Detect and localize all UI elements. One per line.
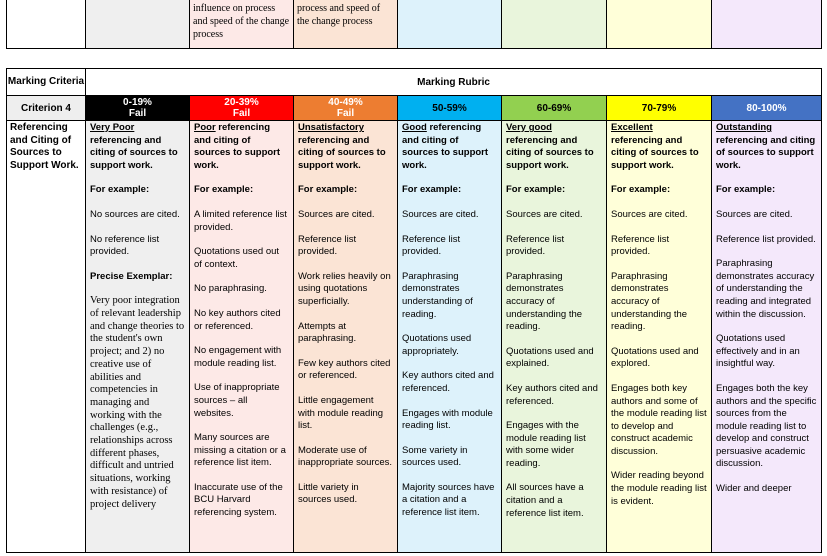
grade-band-range: 80-100% <box>746 102 787 114</box>
descriptor-item: Few key authors cited or referenced. <box>298 357 391 382</box>
for-example-label: For example: <box>506 184 566 196</box>
grade-band-range: 20-39% <box>224 97 259 108</box>
descriptor-item: Quotations used and explained. <box>506 345 594 370</box>
rubric-descriptor-cell <box>712 121 822 553</box>
rubric-descriptor-cell <box>190 121 294 553</box>
grade-band-fail-label: Fail <box>128 108 147 119</box>
descriptor-item: Use of inappropriate sources – all websites. <box>194 382 280 419</box>
descriptor-item: No engagement with module reading list. <box>194 345 282 369</box>
for-example-label: For example: <box>402 184 462 196</box>
grade-band-range: 60-69% <box>536 102 572 114</box>
marking-rubric-header: Marking Rubric <box>86 69 822 96</box>
descriptor-item: A limited reference list provided. <box>194 208 287 233</box>
grade-band-header <box>190 96 294 121</box>
marking-criteria-header: Marking Criteria <box>7 69 86 96</box>
descriptor-item: Reference list provided. <box>716 233 816 245</box>
heading-rest: referencing and citing of sources to support work. <box>194 122 281 171</box>
descriptor-item: No reference list provided. <box>90 233 160 258</box>
heading-rest: referencing and citing of sources to support work. <box>506 134 594 171</box>
descriptor-item: Majority sources have a citation and a reference list item. <box>402 481 495 519</box>
descriptor-heading <box>716 122 817 172</box>
descriptor-heading <box>402 122 497 172</box>
descriptor-item: Little engagement with module reading list. <box>298 394 384 432</box>
descriptor-item: Inaccurate use of the BCU Harvard referencing system. <box>194 481 283 519</box>
descriptor-item: No sources are cited. <box>90 208 180 220</box>
descriptor-item: Reference list provided. <box>402 233 461 258</box>
criterion-label: Criterion 4 <box>7 96 86 121</box>
grade-word: Excellent <box>611 122 653 133</box>
for-example-label: For example: <box>90 184 150 196</box>
descriptor-heading <box>194 122 289 172</box>
grade-band-header <box>294 96 398 121</box>
exemplar-title: Precise Exemplar: <box>90 270 173 282</box>
descriptor-item: Sources are cited. <box>716 208 793 220</box>
grade-band-header <box>607 96 712 121</box>
for-example-label: For example: <box>298 184 358 196</box>
grade-band-header <box>502 96 607 121</box>
grade-band-header <box>86 96 190 121</box>
descriptor-item: Many sources are missing a citation or a reference list item. <box>194 432 286 469</box>
descriptor-item: Sources are cited. <box>298 208 375 220</box>
descriptor-item: Attempts at paraphrasing. <box>298 320 357 345</box>
grade-word: Very good <box>506 122 552 133</box>
descriptor-heading <box>611 122 707 172</box>
marking-rubric-table <box>6 68 822 553</box>
descriptor-item: Wider and deeper <box>716 483 792 495</box>
descriptor-item: No paraphrasing. <box>194 283 267 295</box>
fragment-cell-1 <box>86 0 190 49</box>
grade-word: Unsatisfactory <box>298 122 364 133</box>
descriptor-item: Little variety in sources used. <box>298 481 359 506</box>
rubric-descriptor-cell <box>86 121 190 553</box>
heading-rest: referencing and citing of sources to support work. <box>716 134 816 171</box>
fragment-cell-4 <box>398 0 502 49</box>
descriptor-item: No key authors cited or referenced. <box>194 307 281 332</box>
fragment-cell-7 <box>712 0 822 49</box>
for-example-label: For example: <box>611 184 671 196</box>
descriptor-item: Reference list provided. <box>298 233 357 258</box>
for-example-label: For example: <box>194 184 254 196</box>
criterion-row-label: Referencing and Citing of Sources to Support Work. <box>7 121 86 553</box>
descriptor-item: Key authors cited and referenced. <box>402 370 494 394</box>
grade-band-range: 40-49% <box>328 97 363 108</box>
descriptor-item: Wider reading beyond the module reading list is evident. <box>611 470 707 507</box>
descriptor-item: Reference list provided. <box>506 233 565 258</box>
descriptor-item: Quotations used effectively and in an insightful way. <box>716 333 800 370</box>
for-example-label: For example: <box>716 184 776 196</box>
grade-band-range: 0-19% <box>123 97 152 108</box>
grade-band-range: 70-79% <box>641 102 677 114</box>
rubric-descriptor-cell <box>607 121 712 553</box>
descriptor-item: Sources are cited. <box>611 208 688 220</box>
fragment-cell-label <box>7 0 86 49</box>
descriptor-item: Paraphrasing demonstrates accuracy of understanding the reading and integrated within the discussion. <box>716 258 815 320</box>
heading-rest: referencing and citing of sources to support work. <box>298 134 386 171</box>
grade-word: Poor <box>194 122 216 133</box>
grade-word: Outstanding <box>716 122 772 133</box>
descriptor-item: Engages with the module reading list with some wider reading. <box>506 420 586 469</box>
descriptor-item: Engages both the key authors and the specific sources from the module reading list to develop and construct persuasive academic discussion. <box>716 382 817 470</box>
rubric-descriptor-cell <box>294 121 398 553</box>
descriptor-heading <box>298 122 393 172</box>
descriptor-item: All sources have a citation and a reference list item. <box>506 482 584 519</box>
heading-rest: referencing and citing of sources to support work. <box>402 122 489 171</box>
heading-rest: referencing and citing of sources to support work. <box>90 134 178 171</box>
previous-rubric-fragment <box>6 0 822 49</box>
grade-band-header <box>712 96 822 121</box>
descriptor-item: Key authors cited and referenced. <box>506 382 598 407</box>
descriptor-item: Paraphrasing demonstrates accuracy of understanding the reading. <box>506 270 583 333</box>
descriptor-item: Quotations used appropriately. <box>402 333 472 357</box>
descriptor-heading <box>506 122 602 172</box>
descriptor-item: Reference list provided. <box>611 233 670 258</box>
fragment-cell-5 <box>502 0 607 49</box>
descriptor-item: Sources are cited. <box>506 208 583 220</box>
descriptor-item: Moderate use of inappropriate sources. <box>298 444 392 469</box>
fragment-cell-3: process and speed of the change process <box>294 0 398 49</box>
grade-band-fail-label: Fail <box>336 108 355 119</box>
rubric-descriptor-cell <box>398 121 502 553</box>
descriptor-item: Quotations used out of context. <box>194 246 280 270</box>
descriptor-heading <box>90 122 185 172</box>
grade-band-fail-label: Fail <box>232 108 251 119</box>
descriptor-item: Some variety in sources used. <box>402 444 468 469</box>
descriptor-item: Work relies heavily on using quotations superficially. <box>298 270 391 307</box>
descriptor-item: Paraphrasing demonstrates understanding of reading. <box>402 270 473 320</box>
grade-band-range: 50-59% <box>432 102 467 114</box>
descriptor-item: Paraphrasing demonstrates accuracy of understanding the reading. <box>611 270 688 333</box>
descriptor-item: Quotations used and explored. <box>611 345 699 370</box>
rubric-descriptor-cell <box>502 121 607 553</box>
descriptor-item: Engages with module reading list. <box>402 407 493 432</box>
fragment-cell-6 <box>607 0 712 49</box>
exemplar-text: Very poor integration of relevant leadership and change theories to the student's own project; and 2) no creative use of abilities and competencies in managing and working with the challenges (e.g., relationships across different phases, difficult and untried situations, working with resistance) of project delivery <box>90 295 185 510</box>
descriptor-item: Engages both key authors and some of the module reading list to develop and construct academic discussion. <box>611 382 707 457</box>
fragment-cell-2: influence on process and speed of the change process <box>190 0 294 49</box>
grade-band-header <box>398 96 502 121</box>
grade-word: Good <box>402 122 427 133</box>
descriptor-item: Sources are cited. <box>402 208 479 220</box>
heading-rest: referencing and citing of sources to support work. <box>611 134 699 171</box>
grade-word: Very Poor <box>90 122 135 133</box>
